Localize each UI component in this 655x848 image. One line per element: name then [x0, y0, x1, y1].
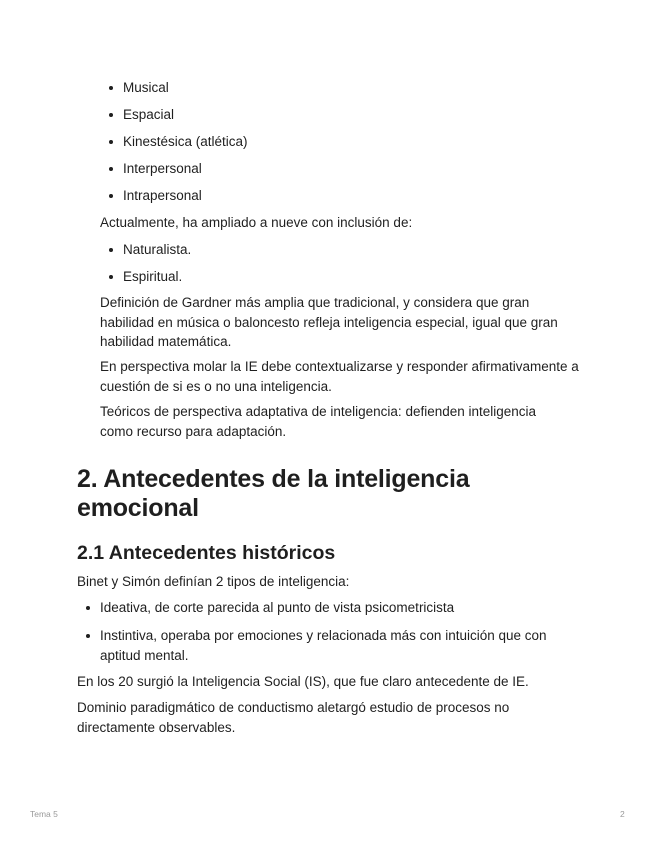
- list-item: Musical: [123, 78, 593, 105]
- social-intelligence-paragraph: En los 20 surgió la Inteligencia Social (IS), que fue claro antecedente de IE.: [77, 674, 529, 689]
- behaviorism-paragraph: Dominio paradigmático de conductismo aletargó estudio de procesos no directamente observables.: [77, 700, 510, 735]
- list-item: Naturalista.: [123, 240, 593, 267]
- subsection-heading: 2.1 Antecedentes históricos: [77, 542, 336, 564]
- intelligence-types-list: [100, 598, 570, 666]
- list-item: Kinestésica (atlética): [123, 132, 593, 159]
- list-item: Intrapersonal: [123, 186, 593, 213]
- adaptive-paragraph: Teóricos de perspectiva adaptativa de inteligencia: defienden inteligencia como recurso para adaptación.: [100, 404, 537, 439]
- list-item: Instintiva, operaba por emociones y relacionada más con intuición que con aptitud mental.: [100, 626, 570, 666]
- list-item: Interpersonal: [123, 159, 593, 186]
- section-heading-line: emocional: [77, 494, 199, 522]
- intelligence-list: [123, 78, 593, 213]
- section-heading-line: 2. Antecedentes de la inteligencia: [77, 465, 470, 493]
- gardner-paragraph: Definición de Gardner más amplia que tradicional, y considera que gran habilidad en música o baloncesto refleja inteligencia especial, igual que gran habilidad matemática.: [100, 295, 558, 349]
- expanded-list: [123, 240, 593, 294]
- binet-paragraph: Binet y Simón definían 2 tipos de inteligencia:: [77, 574, 350, 589]
- section-heading: [77, 465, 597, 523]
- list-item: Espiritual.: [123, 267, 593, 294]
- footer-left-label: Tema 5: [30, 809, 58, 819]
- list-item: Ideativa, de corte parecida al punto de vista psicometricista: [100, 598, 570, 618]
- molar-paragraph: En perspectiva molar la IE debe contextualizarse y responder afirmativamente a cuestión de si es o no una inteligencia.: [100, 359, 579, 394]
- expanded-paragraph: Actualmente, ha ampliado a nueve con inclusión de:: [100, 215, 413, 230]
- page-number: 2: [620, 809, 625, 819]
- list-item: Espacial: [123, 105, 593, 132]
